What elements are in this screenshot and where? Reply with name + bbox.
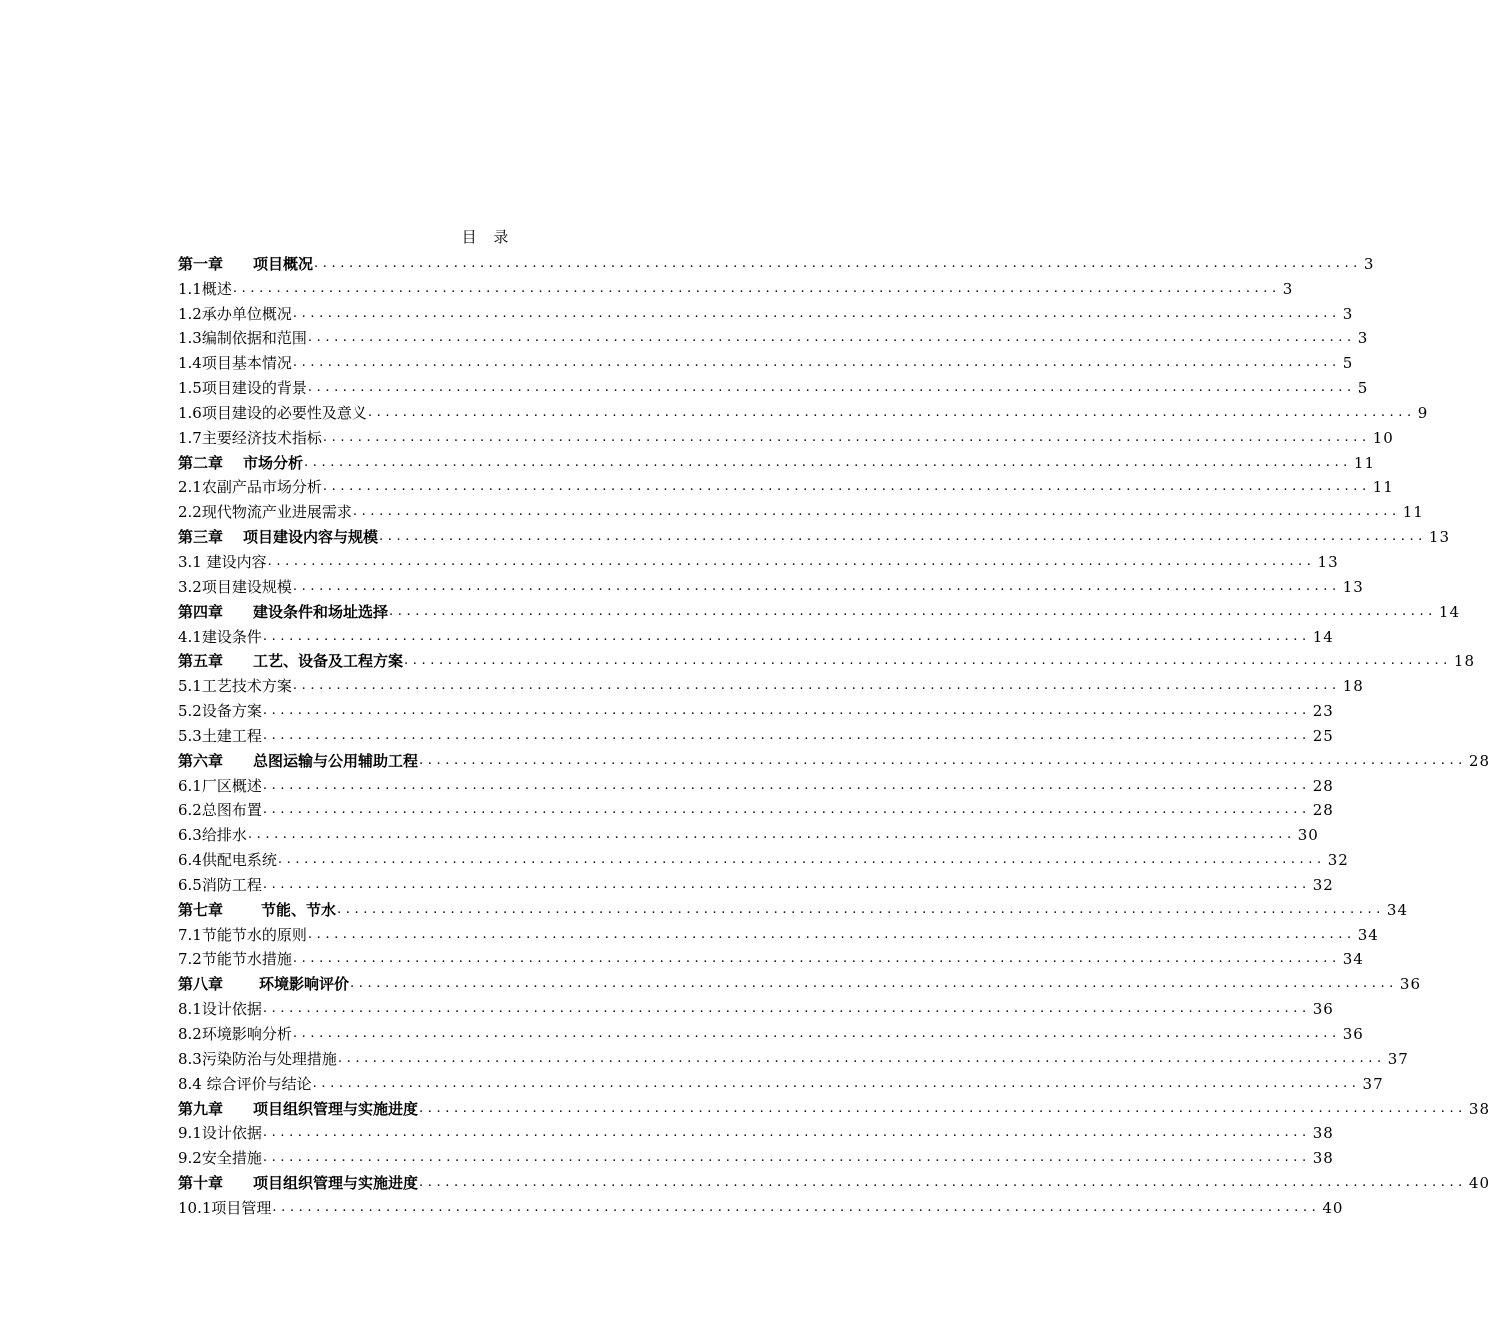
toc-entry-number: 5.1 [178,677,202,696]
toc-entry-label [178,776,262,796]
toc-section-entry[interactable] [178,945,1364,970]
toc-entry-text: 设计依据 [201,1124,262,1143]
toc-dot-leader: ........................................................................................................................ [292,578,1341,594]
toc-dot-leader: ........................................................................................................................ [322,479,1371,495]
toc-dot-leader: ........................................................................................................................ [337,1050,1386,1066]
toc-section-entry[interactable] [178,547,1339,572]
toc-entry-label [178,999,262,1019]
toc-dot-leader: ........................................................................................................................ [389,603,1437,619]
toc-entry-number: 4.1 [178,627,202,646]
toc-entry-number: 6.1 [178,776,202,795]
toc-entry-label [178,1049,337,1069]
toc-entry-text: 节能节水措施 [201,950,292,969]
toc-entry-text: 项目建设的必要性及意义 [201,403,367,422]
toc-entry-text: 综合评价与结论 [201,1074,312,1093]
toc-entry-number: 1.4 [178,354,202,373]
toc-page-number: 36 [1312,1000,1334,1019]
toc-page-number: 3 [1342,304,1354,323]
toc-section-entry[interactable] [178,994,1334,1019]
toc-chapter-entry[interactable] [178,1094,1490,1119]
toc-entry-text: 总图布置 [201,801,262,820]
toc-entry-text: 现代物流产业进展需求 [201,503,352,522]
toc-entry-number: 5.3 [178,726,202,745]
toc-entry-number: 7.2 [178,950,202,969]
toc-list [178,249,1490,1218]
toc-entry-number: 8.2 [178,1025,202,1043]
toc-section-entry[interactable] [178,1193,1344,1218]
toc-entry-text: 给排水 [201,826,247,845]
toc-section-entry[interactable] [178,497,1424,522]
toc-page-number: 9 [1417,403,1429,422]
toc-entry-label [178,602,388,622]
toc-entry-label [178,428,322,448]
toc-entry-number: 1.6 [178,403,202,422]
toc-section-entry[interactable] [178,820,1319,845]
toc-entry-label [178,949,292,969]
toc-section-entry[interactable] [178,348,1354,373]
toc-page-number: 13 [1342,577,1364,596]
toc-entry-text: 设备方案 [201,702,262,721]
toc-entry-label [178,254,313,274]
toc-entry-label [178,552,267,572]
toc-section-entry[interactable] [178,423,1394,448]
toc-chapter-entry[interactable] [178,969,1422,994]
toc-entry-label [178,353,292,373]
toc-dot-leader: ........................................................................................................................ [247,827,1296,843]
toc-entry-text: 工艺技术方案 [201,677,292,696]
toc-section-entry[interactable] [178,324,1369,349]
toc-page-number: 37 [1362,1074,1384,1093]
toc-section-entry[interactable] [178,696,1334,721]
toc-dot-leader: ........................................................................................................................ [307,330,1356,346]
toc-section-entry[interactable] [178,845,1349,870]
toc-section-entry[interactable] [178,473,1394,498]
toc-entry-label [178,850,277,870]
toc-section-entry[interactable] [178,373,1369,398]
toc-entry-number: 9.2 [178,1149,202,1168]
toc-section-entry[interactable] [178,1119,1334,1144]
toc-entry-text: 土建工程 [201,726,262,745]
toc-page-number: 38 [1312,1124,1334,1143]
toc-chapter-entry[interactable] [178,746,1490,771]
toc-entry-text: 市场分析 [243,453,304,472]
toc-entry-label [178,1148,262,1168]
toc-entry-label [178,800,262,820]
toc-entry-text: 项目管理 [211,1198,272,1217]
toc-section-entry[interactable] [178,622,1334,647]
toc-page-number: 36 [1342,1025,1364,1043]
toc-dot-leader: ........................................................................................................................ [292,678,1341,694]
toc-entry-number: 第八章 [178,975,224,994]
toc-dot-leader: ........................................................................................................................ [262,1150,1311,1166]
toc-entry-label [178,403,367,423]
toc-entry-number: 8.1 [178,1000,202,1019]
toc-chapter-entry[interactable] [178,249,1375,274]
toc-entry-number: 6.2 [178,801,202,820]
toc-entry-label [178,328,307,348]
toc-dot-leader: ........................................................................................................................ [262,777,1311,793]
toc-page-number: 11 [1372,478,1394,497]
toc-entry-number: 1.3 [178,329,202,348]
toc-entry-text: 节能、节水 [261,900,337,919]
toc-page-number: 34 [1342,950,1364,969]
toc-entry-text: 工艺、设备及工程方案 [253,652,404,671]
toc-page-number: 3 [1282,279,1294,298]
toc-entry-number: 第二章 [178,453,224,472]
toc-section-entry[interactable] [178,1069,1384,1094]
toc-entry-number: 第十章 [178,1174,224,1193]
toc-chapter-entry[interactable] [178,647,1476,672]
toc-page-number: 11 [1402,503,1424,522]
toc-page-number: 38 [1468,1099,1490,1118]
toc-entry-text: 主要经济技术指标 [201,428,322,447]
toc-page-number: 38 [1312,1149,1334,1168]
toc-page-number: 28 [1312,801,1334,820]
toc-entry-number: 第三章 [178,528,224,547]
toc-page-number: 5 [1357,379,1369,398]
toc-entry-label [178,1074,312,1094]
toc-entry-text: 项目概况 [253,254,314,273]
toc-entry-label [178,825,247,845]
toc-entry-text: 项目建设内容与规模 [243,528,379,547]
toc-page-number: 3 [1363,254,1375,273]
toc-dot-leader: ........................................................................................................................ [292,355,1341,371]
toc-section-entry[interactable] [178,771,1334,796]
toc-dot-leader: ........................................................................................................................ [419,752,1467,768]
toc-page-number: 14 [1438,602,1461,621]
toc-entry-number: 1.5 [178,379,202,398]
toc-chapter-entry[interactable] [178,597,1461,622]
toc-dot-leader: ........................................................................................................................ [379,529,1427,545]
toc-dot-leader: ........................................................................................................................ [272,1199,1321,1215]
toc-entry-label [178,453,303,473]
toc-section-entry[interactable] [178,299,1354,324]
toc-entry-text: 总图运输与公用辅助工程 [253,751,419,770]
toc-entry-text: 项目组织管理与实施进度 [253,1174,419,1193]
toc-dot-leader: ........................................................................................................................ [262,802,1311,818]
toc-entry-number: 9.1 [178,1124,202,1143]
toc-entry-label [178,875,262,895]
toc-entry-number: 第六章 [178,751,224,770]
toc-entry-number: 3.2 [178,577,202,596]
toc-entry-label [178,900,336,920]
toc-page-number: 34 [1386,900,1409,919]
toc-dot-leader: ........................................................................................................................ [307,926,1356,942]
toc-entry-text: 建设条件和场址选择 [253,602,389,621]
toc-entry-label [178,304,292,324]
toc-page-number: 14 [1312,627,1334,646]
toc-entry-label [178,974,349,994]
toc-page-number: 23 [1312,702,1334,721]
toc-dot-leader: ........................................................................................................................ [322,429,1371,445]
toc-entry-text: 项目组织管理与实施进度 [253,1099,419,1118]
toc-entry-label [178,676,292,696]
toc-entry-number: 3.1 [178,552,202,571]
toc-dot-leader: ........................................................................................................................ [262,727,1311,743]
toc-entry-text: 建设条件 [201,627,262,646]
toc-entry-label [178,651,403,671]
toc-entry-text: 供配电系统 [201,851,277,870]
toc-entry-label [178,502,352,522]
toc-entry-number: 第七章 [178,900,224,919]
toc-entry-number: 2.1 [178,478,202,497]
toc-entry-label [178,701,262,721]
toc-dot-leader: ........................................................................................................................ [419,1100,1467,1116]
toc-page-number: 18 [1342,677,1364,696]
toc-dot-leader: ........................................................................................................................ [262,876,1311,892]
toc-entry-number: 1.1 [178,279,202,298]
toc-entry-text: 编制依据和范围 [201,329,307,348]
toc-chapter-entry[interactable] [178,1168,1490,1193]
toc-entry-label [178,1198,271,1218]
toc-dot-leader: ........................................................................................................................ [350,976,1398,992]
toc-entry-label [178,1173,418,1193]
toc-entry-number: 5.2 [178,702,202,721]
toc-entry-label [178,477,322,497]
toc-entry-text: 节能节水的原则 [201,925,307,944]
toc-entry-label [178,577,292,597]
toc-dot-leader: ........................................................................................................................ [307,380,1356,396]
toc-entry-label [178,726,262,746]
toc-entry-number: 2.2 [178,503,202,522]
toc-entry-number: 10.1 [178,1198,212,1217]
toc-section-entry[interactable] [178,1044,1409,1069]
toc-page-number: 3 [1357,329,1369,348]
toc-entry-number: 8.3 [178,1049,202,1068]
toc-entry-label [178,751,418,771]
toc-dot-leader: ........................................................................................................................ [337,901,1385,917]
toc-chapter-entry[interactable] [178,448,1376,473]
toc-dot-leader: ........................................................................................................................ [262,1001,1311,1017]
toc-dot-leader: ........................................................................................................................ [304,454,1352,470]
toc-entry-label [178,1123,262,1143]
toc-section-entry[interactable] [178,1143,1334,1168]
toc-section-entry[interactable] [178,572,1364,597]
toc-page-number: 32 [1327,851,1349,870]
toc-page-number: 28 [1312,776,1334,795]
toc-entry-text: 污染防治与处理措施 [201,1049,337,1068]
toc-entry-number: 第五章 [178,652,224,671]
toc-page-number: 36 [1399,975,1422,994]
toc-entry-text: 建设内容 [201,552,267,571]
toc-page-number: 30 [1297,826,1319,845]
toc-chapter-entry[interactable] [178,895,1409,920]
toc-entry-text: 环境影响分析 [201,1025,292,1043]
toc-section-entry[interactable] [178,920,1379,945]
toc-section-entry[interactable] [178,721,1334,746]
toc-section-entry[interactable] [178,796,1334,821]
toc-dot-leader: ........................................................................................................................ [262,703,1311,719]
toc-entry-text: 消防工程 [201,875,262,894]
toc-entry-label [178,627,262,647]
toc-entry-label [178,527,378,547]
toc-entry-label [178,1099,418,1119]
toc-page-number: 10 [1372,428,1394,447]
toc-section-entry[interactable] [178,274,1294,299]
toc-entry-number: 6.4 [178,851,202,870]
toc-page-number: 25 [1312,726,1334,745]
toc-entry-label [178,279,232,299]
toc-dot-leader: ........................................................................................................................ [277,852,1326,868]
toc-entry-number: 7.1 [178,925,202,944]
toc-entry-number: 6.5 [178,875,202,894]
toc-entry-label [178,1024,292,1044]
toc-page-number: 32 [1312,875,1334,894]
toc-entry-text: 项目基本情况 [201,354,292,373]
toc-page-number: 40 [1322,1198,1344,1217]
toc-entry-number: 第九章 [178,1099,224,1118]
toc-dot-leader: ........................................................................................................................ [419,1175,1467,1191]
toc-dot-leader: ........................................................................................................................ [404,653,1452,669]
toc-entry-text: 承办单位概况 [201,304,292,323]
toc-dot-leader: ........................................................................................................................ [292,951,1341,967]
toc-entry-text: 环境影响评价 [259,975,350,994]
toc-entry-text: 项目建设的背景 [201,379,307,398]
toc-dot-leader: ........................................................................................................................ [352,504,1401,520]
toc-entry-number: 1.7 [178,428,202,447]
toc-entry-text: 概述 [201,279,232,298]
toc-entry-text: 厂区概述 [201,776,262,795]
toc-page-number: 34 [1357,925,1379,944]
toc-entry-text: 设计依据 [201,1000,262,1019]
toc-page-number: 13 [1428,528,1451,547]
toc-section-entry[interactable] [178,870,1334,895]
toc-dot-leader: ........................................................................................................................ [312,1075,1361,1091]
toc-dot-leader: ........................................................................................................................ [292,305,1341,321]
toc-dot-leader: ........................................................................................................................ [232,280,1281,296]
toc-entry-text: 安全措施 [201,1149,262,1168]
toc-page-number: 18 [1453,652,1476,671]
toc-section-entry[interactable] [178,1019,1364,1044]
toc-page-number: 13 [1317,552,1339,571]
toc-dot-leader: ........................................................................................................................ [367,404,1416,420]
toc-page-number: 37 [1387,1049,1409,1068]
toc-entry-number: 第四章 [178,602,224,621]
toc-page-number: 28 [1468,751,1490,770]
toc-page-number: 5 [1342,354,1354,373]
toc-dot-leader: ........................................................................................................................ [262,1125,1311,1141]
toc-dot-leader: ........................................................................................................................ [314,255,1362,271]
toc-entry-number: 1.2 [178,304,202,323]
toc-entry-text: 项目建设规模 [201,577,292,596]
toc-entry-number: 8.4 [178,1074,202,1093]
toc-section-entry[interactable] [178,671,1364,696]
toc-entry-label [178,925,307,945]
toc-entry-number: 第一章 [178,254,224,273]
toc-dot-leader: ........................................................................................................................ [262,628,1311,644]
toc-page-number: 11 [1353,453,1376,472]
toc-page-number: 40 [1468,1174,1490,1193]
toc-entry-label [178,378,307,398]
toc-dot-leader: ........................................................................................................................ [267,553,1316,569]
toc-chapter-entry[interactable] [178,522,1451,547]
toc-entry-number: 6.3 [178,826,202,845]
toc-dot-leader: ........................................................................................................................ [292,1026,1341,1041]
toc-section-entry[interactable] [178,398,1429,423]
toc-title: 目 录 [461,228,515,246]
toc-entry-text: 农副产品市场分析 [201,478,322,497]
